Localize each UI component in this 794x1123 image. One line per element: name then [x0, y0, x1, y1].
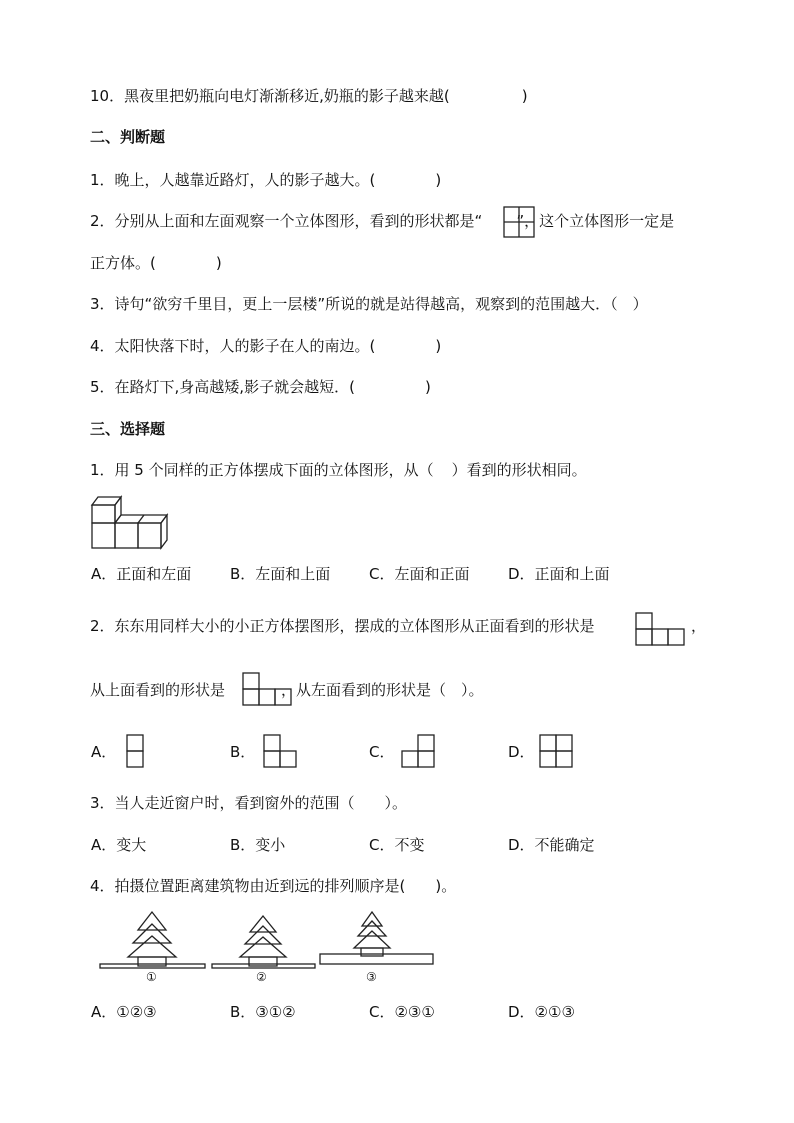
judge-q5-close: ): [424, 378, 431, 396]
judge-q1-text: 1．晚上，人越靠近路灯，人的影子越大。(: [90, 171, 376, 189]
choice-q2-option-a-figure: [126, 734, 146, 770]
photo-label-3: ③: [366, 970, 377, 984]
q10-close: ): [521, 87, 528, 105]
choice-q1-option-c[interactable]: C．左面和正面: [369, 565, 470, 583]
choice-q2-comma: ，: [691, 617, 707, 635]
choice-q4: 4．拍摄位置距离建筑物由近到远的排列顺序是( )。: [90, 877, 457, 895]
judge-q1: [90, 170, 441, 190]
judge-q2-grid-figure: [503, 206, 535, 238]
judge-q5: [90, 377, 431, 397]
choice-q2-option-d[interactable]: D．: [508, 743, 535, 761]
choice-q1-post: ）看到的形状相同。: [451, 461, 587, 479]
temple-photo-3: [320, 910, 433, 972]
choice-q2-option-b-figure: [263, 734, 299, 770]
section-3-title: 三、选择题: [90, 420, 166, 438]
choice-q2-option-c[interactable]: C．: [369, 743, 395, 761]
temple-photo-2: [212, 914, 315, 972]
judge-q2-cont-text: 正方体。(: [90, 254, 156, 272]
photo-label-1: ①: [146, 970, 157, 984]
choice-q2-line2-post: ，从左面看到的形状是（ ）。: [281, 681, 484, 699]
choice-q4-option-d[interactable]: D．②①③: [508, 1003, 575, 1021]
judge-q4-text: 4．太阳快落下时，人的影子在人的南边。(: [90, 337, 376, 355]
choice-q2-front-view-figure: [635, 612, 687, 648]
choice-q2-option-c-figure: [401, 734, 437, 770]
judge-q1-close: ): [435, 171, 442, 189]
choice-q3-option-c[interactable]: C．不变: [369, 836, 425, 854]
choice-q4-option-a[interactable]: A．①②③: [91, 1003, 157, 1021]
choice-q1-pre: 1．用 5 个同样的正方体摆成下面的立体图形，从（: [90, 461, 434, 479]
judge-q2-post: ”，这个立体图形一定是: [516, 212, 675, 230]
judge-q3: 3．诗句“欲穷千里目，更上一层楼”所说的就是站得越高，观察到的范围越大．（ ）: [90, 295, 648, 313]
choice-q3-option-b[interactable]: B．变小: [230, 836, 286, 854]
choice-q3-option-d[interactable]: D．不能确定: [508, 836, 595, 854]
choice-q3: 3．当人走近窗户时，看到窗外的范围（ ）。: [90, 794, 408, 812]
judge-q4: [90, 336, 441, 356]
q10-line: [90, 86, 528, 106]
choice-q2-top-view-figure: [242, 672, 294, 708]
choice-q1-cube-figure: [91, 496, 171, 550]
judge-q2-pre: 2．分别从上面和左面观察一个立体图形，看到的形状都是“: [90, 212, 483, 230]
choice-q1-option-b[interactable]: B．左面和上面: [230, 565, 331, 583]
judge-q2-cont: [90, 253, 222, 273]
choice-q3-option-a[interactable]: A．变大: [91, 836, 147, 854]
choice-q1: [90, 460, 587, 480]
choice-q1-option-a[interactable]: A．正面和左面: [91, 565, 192, 583]
temple-photo-1: [100, 910, 205, 972]
choice-q1-option-d[interactable]: D．正面和上面: [508, 565, 610, 583]
choice-q2-line2-pre: 从上面看到的形状是: [90, 681, 226, 699]
choice-q2-line1: [90, 616, 595, 636]
judge-q5-text: 5．在路灯下,身高越矮,影子就会越短．(: [90, 378, 355, 396]
q10-text: 10．黑夜里把奶瓶向电灯渐渐移近,奶瓶的影子越来越(: [90, 87, 450, 105]
choice-q2-option-a[interactable]: A．: [91, 743, 117, 761]
photo-label-2: ②: [256, 970, 267, 984]
judge-q4-close: ): [435, 337, 442, 355]
judge-q2: [90, 211, 674, 231]
choice-q2-option-b[interactable]: B．: [230, 743, 256, 761]
choice-q4-option-c[interactable]: C．②③①: [369, 1003, 435, 1021]
judge-q2-close: ): [215, 254, 222, 272]
choice-q2-option-d-figure: [539, 734, 575, 770]
choice-q4-option-b[interactable]: B．③①②: [230, 1003, 296, 1021]
choice-q2-pre: 2．东东用同样大小的小正方体摆图形，摆成的立体图形从正面看到的形状是: [90, 617, 595, 635]
section-2-title: 二、判断题: [90, 128, 166, 146]
